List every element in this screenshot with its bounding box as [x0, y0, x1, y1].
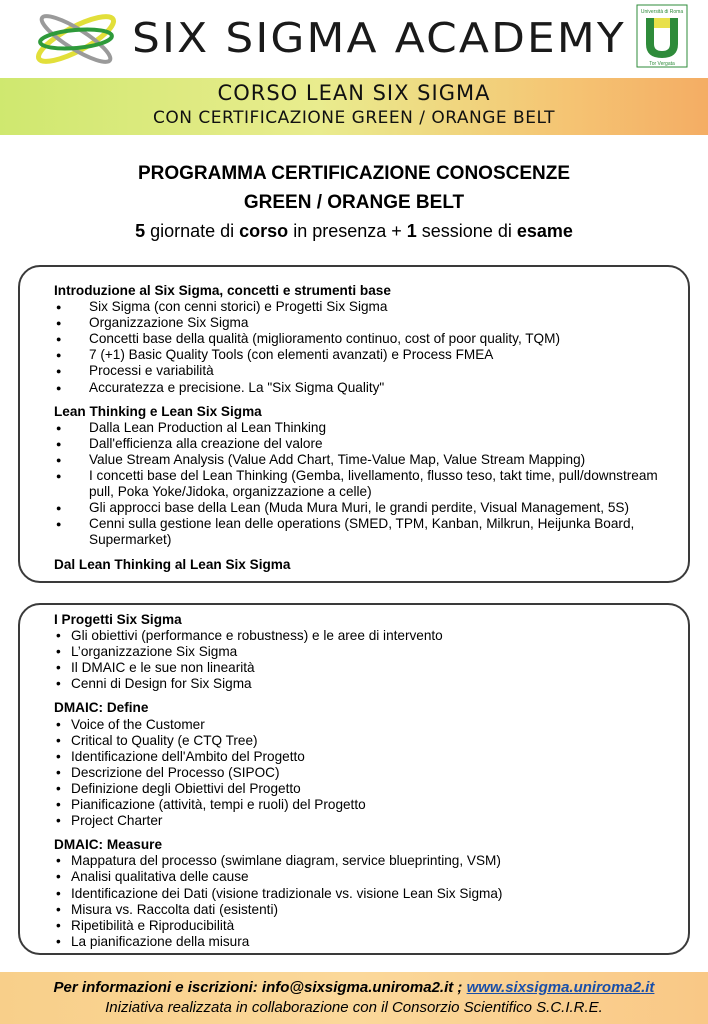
subtitle-text-2: in presenza +: [288, 221, 407, 241]
list-item: • Gli obiettivi (performance e robustness) e le aree di intervento: [54, 628, 668, 644]
list-item: ● Cenni sulla gestione lean delle operations (SMED, TPM, Kanban, Milkrun, Heijunka Board, Supermarket): [54, 516, 668, 548]
banner-line-1: CORSO LEAN SIX SIGMA: [217, 81, 491, 105]
subtitle-text-3: sessione di: [416, 221, 517, 241]
section-title: I Progetti Six Sigma: [54, 612, 182, 627]
footer: [0, 972, 708, 1024]
six-sigma-academy-logo: [28, 6, 124, 72]
section-list: [54, 628, 668, 692]
list-item: • La pianificazione della misura: [54, 934, 668, 950]
list-item: ● Processi e variabilità: [54, 363, 668, 379]
list-item: • Il DMAIC e le sue non linearità: [54, 660, 668, 676]
days-count: 5: [135, 221, 146, 241]
list-item: ● Six Sigma (con cenni storici) e Progetti Six Sigma: [54, 299, 668, 315]
list-item: • Ripetibilità e Riproducibilità: [54, 918, 668, 934]
section-title: DMAIC: Measure: [54, 837, 163, 853]
list-item: ● Accuratezza e precisione. La "Six Sigma Quality": [54, 380, 668, 396]
footer-initiative: Iniziativa realizzata in collaborazione con il Consorzio Scientifico S.C.I.R.E.: [105, 999, 603, 1016]
section-title: DMAIC: Define: [54, 700, 149, 716]
list-item: • Voice of the Customer: [54, 717, 668, 733]
footer-info-text: Per informazioni e iscrizioni: info@sixsigma.uniroma2.it ;: [53, 979, 467, 996]
tor-vergata-logo: [636, 4, 688, 68]
list-item: ● Value Stream Analysis (Value Add Chart, Time-Value Map, Value Stream Mapping): [54, 452, 668, 468]
program-title-line-2: GREEN / ORANGE BELT: [243, 192, 465, 213]
list-item: • Cenni di Design for Six Sigma: [54, 676, 668, 692]
list-item: • Mappatura del processo (swimlane diagram, service blueprinting, VSM): [54, 853, 668, 869]
list-item: ● Organizzazione Six Sigma: [54, 315, 668, 331]
section-list: [54, 299, 668, 396]
list-item: ● Concetti base della qualità (miglioramento continuo, cost of poor quality, TQM): [54, 331, 668, 347]
list-item: • Identificazione dell'Ambito del Progetto: [54, 749, 668, 765]
section-title: Dal Lean Thinking al Lean Six Sigma: [54, 556, 291, 572]
section-title: Lean Thinking e Lean Six Sigma: [54, 403, 262, 419]
footer-contact: [0, 979, 708, 996]
header: [0, 0, 708, 78]
program-box-1: [18, 265, 690, 583]
list-item: • L’organizzazione Six Sigma: [54, 644, 668, 660]
list-item: ● 7 (+1) Basic Quality Tools (con elementi avanzati) e Process FMEA: [54, 347, 668, 363]
list-item: • Identificazione dei Dati (visione tradizionale vs. visione Lean Six Sigma): [54, 886, 668, 902]
list-item: • Descrizione del Processo (SIPOC): [54, 765, 668, 781]
sessions-count: 1: [406, 221, 417, 241]
section-title: Introduzione al Six Sigma, concetti e strumenti base: [54, 283, 391, 298]
program-box-2-content: [54, 612, 668, 950]
program-box-1-content: [54, 283, 668, 573]
list-item: ● Gli approcci base della Lean (Muda Mura Muri, le grandi perdite, Visual Management, 5S): [54, 500, 668, 516]
list-item: ● Dalla Lean Production al Lean Thinking: [54, 420, 668, 436]
subtitle-word-exam: esame: [516, 221, 573, 241]
list-item: • Definizione degli Obiettivi del Progetto: [54, 781, 668, 797]
subtitle-word-course: corso: [239, 221, 289, 241]
list-item: • Critical to Quality (e CTQ Tree): [54, 733, 668, 749]
section-list: [54, 420, 668, 549]
list-item: • Pianificazione (attività, tempi e ruoli) del Progetto: [54, 797, 668, 813]
academy-title: SIX SIGMA ACADEMY: [132, 14, 626, 62]
list-item: ● I concetti base del Lean Thinking (Gemba, livellamento, flusso teso, takt time, pull/downstream pull, Poka Yoke/Jidoka, organizzazione a celle): [54, 468, 668, 500]
program-subtitle: [0, 221, 708, 242]
section-list: [54, 853, 668, 950]
list-item: • Analisi qualitativa delle cause: [54, 869, 668, 885]
list-item: • Project Charter: [54, 813, 668, 829]
website-link[interactable]: www.sixsigma.uniroma2.it: [466, 979, 655, 996]
logo-bottom-text: Tor Vergata: [649, 61, 675, 67]
course-banner: [0, 78, 708, 135]
section-list: [54, 717, 668, 830]
list-item: • Misura vs. Raccolta dati (esistenti): [54, 902, 668, 918]
program-title-line-1: PROGRAMMA CERTIFICAZIONE CONOSCENZE: [137, 163, 571, 184]
subtitle-text-1: giornate di: [145, 221, 240, 241]
program-box-2: [18, 603, 690, 955]
list-item: ● Dall'efficienza alla creazione del valore: [54, 436, 668, 452]
banner-line-2: CON CERTIFICAZIONE GREEN / ORANGE BELT: [153, 108, 555, 128]
logo-top-text: Università di Roma: [640, 9, 684, 15]
